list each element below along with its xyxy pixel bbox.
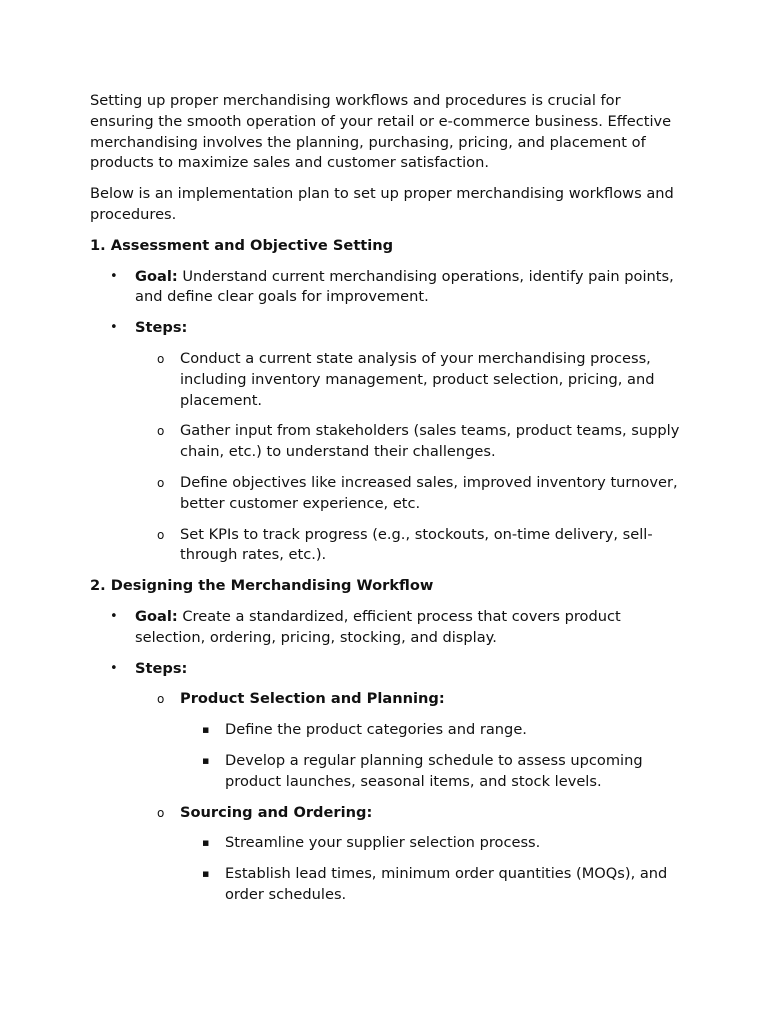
steps-label: Steps: bbox=[135, 319, 188, 337]
intro-paragraph-1: Setting up proper merchandising workflows and procedures is crucial for ensuring the smooth operation of your retail or e-commerce business. Effective merchandising involves the planning, purchasing, pricing, and placement of products to maximize sales and customer satisfaction. bbox=[90, 92, 672, 172]
circle-marker: o bbox=[157, 351, 165, 366]
list-item bbox=[90, 720, 680, 741]
circle-marker: o bbox=[157, 805, 165, 820]
square-marker: ▪ bbox=[202, 836, 210, 850]
section-1-goal bbox=[90, 267, 680, 309]
bullet-marker: • bbox=[110, 320, 118, 336]
document-body bbox=[90, 91, 680, 916]
item-text: Define the product categories and range. bbox=[225, 721, 527, 739]
bullet-marker: • bbox=[110, 660, 118, 676]
square-marker: ▪ bbox=[202, 867, 210, 881]
list-item bbox=[90, 864, 680, 906]
subsection-title: Sourcing and Ordering: bbox=[180, 803, 373, 821]
bullet-marker: • bbox=[110, 608, 118, 624]
goal-label: Goal: bbox=[135, 267, 178, 285]
item-text: Streamline your supplier selection process. bbox=[225, 834, 541, 852]
list-item bbox=[90, 421, 680, 463]
section-1-heading: 1. Assessment and Objective Setting bbox=[90, 236, 394, 254]
intro-paragraph-2: Below is an implementation plan to set up proper merchandising workflows and procedures. bbox=[90, 185, 674, 223]
circle-marker: o bbox=[157, 527, 165, 542]
circle-marker: o bbox=[157, 424, 165, 439]
square-marker: ▪ bbox=[202, 753, 210, 767]
steps-label: Steps: bbox=[135, 659, 188, 677]
circle-marker: o bbox=[157, 692, 165, 707]
step-text: Set KPIs to track progress (e.g., stockouts, on-time delivery, sell-through rates, etc.). bbox=[180, 525, 653, 564]
section-2-goal bbox=[90, 607, 680, 649]
section-2-steps bbox=[90, 659, 680, 680]
list-item bbox=[90, 525, 680, 567]
bullet-marker: • bbox=[110, 268, 118, 284]
section-2-list bbox=[90, 607, 680, 906]
step-text: Define objectives like increased sales, improved inventory turnover, better customer experience, etc. bbox=[180, 473, 678, 512]
square-marker: ▪ bbox=[202, 723, 210, 737]
list-item bbox=[90, 833, 680, 854]
goal-text: Create a standardized, efficient process that covers product selection, ordering, pricing, stocking, and display. bbox=[135, 607, 621, 646]
item-text: Develop a regular planning schedule to assess upcoming product launches, seasonal items, and stock levels. bbox=[225, 751, 643, 790]
item-text: Establish lead times, minimum order quantities (MOQs), and order schedules. bbox=[225, 865, 668, 903]
goal-label: Goal: bbox=[135, 607, 178, 625]
list-item bbox=[90, 349, 680, 411]
step-text: Conduct a current state analysis of your merchandising process, including inventory management, product selection, pricing, and placement. bbox=[180, 349, 655, 409]
step-text: Gather input from stakeholders (sales teams, product teams, supply chain, etc.) to understand their challenges. bbox=[180, 422, 680, 461]
subsection-sourcing-ordering bbox=[90, 803, 680, 824]
subsection-product-selection bbox=[90, 689, 680, 710]
goal-text: Understand current merchandising operations, identify pain points, and define clear goals for improvement. bbox=[135, 267, 674, 306]
section-1-list bbox=[90, 267, 680, 567]
section-1-steps bbox=[90, 318, 680, 339]
section-2-heading: 2. Designing the Merchandising Workflow bbox=[90, 577, 434, 595]
circle-marker: o bbox=[157, 475, 165, 490]
list-item bbox=[90, 751, 680, 793]
list-item bbox=[90, 473, 680, 515]
subsection-title: Product Selection and Planning: bbox=[180, 690, 445, 708]
